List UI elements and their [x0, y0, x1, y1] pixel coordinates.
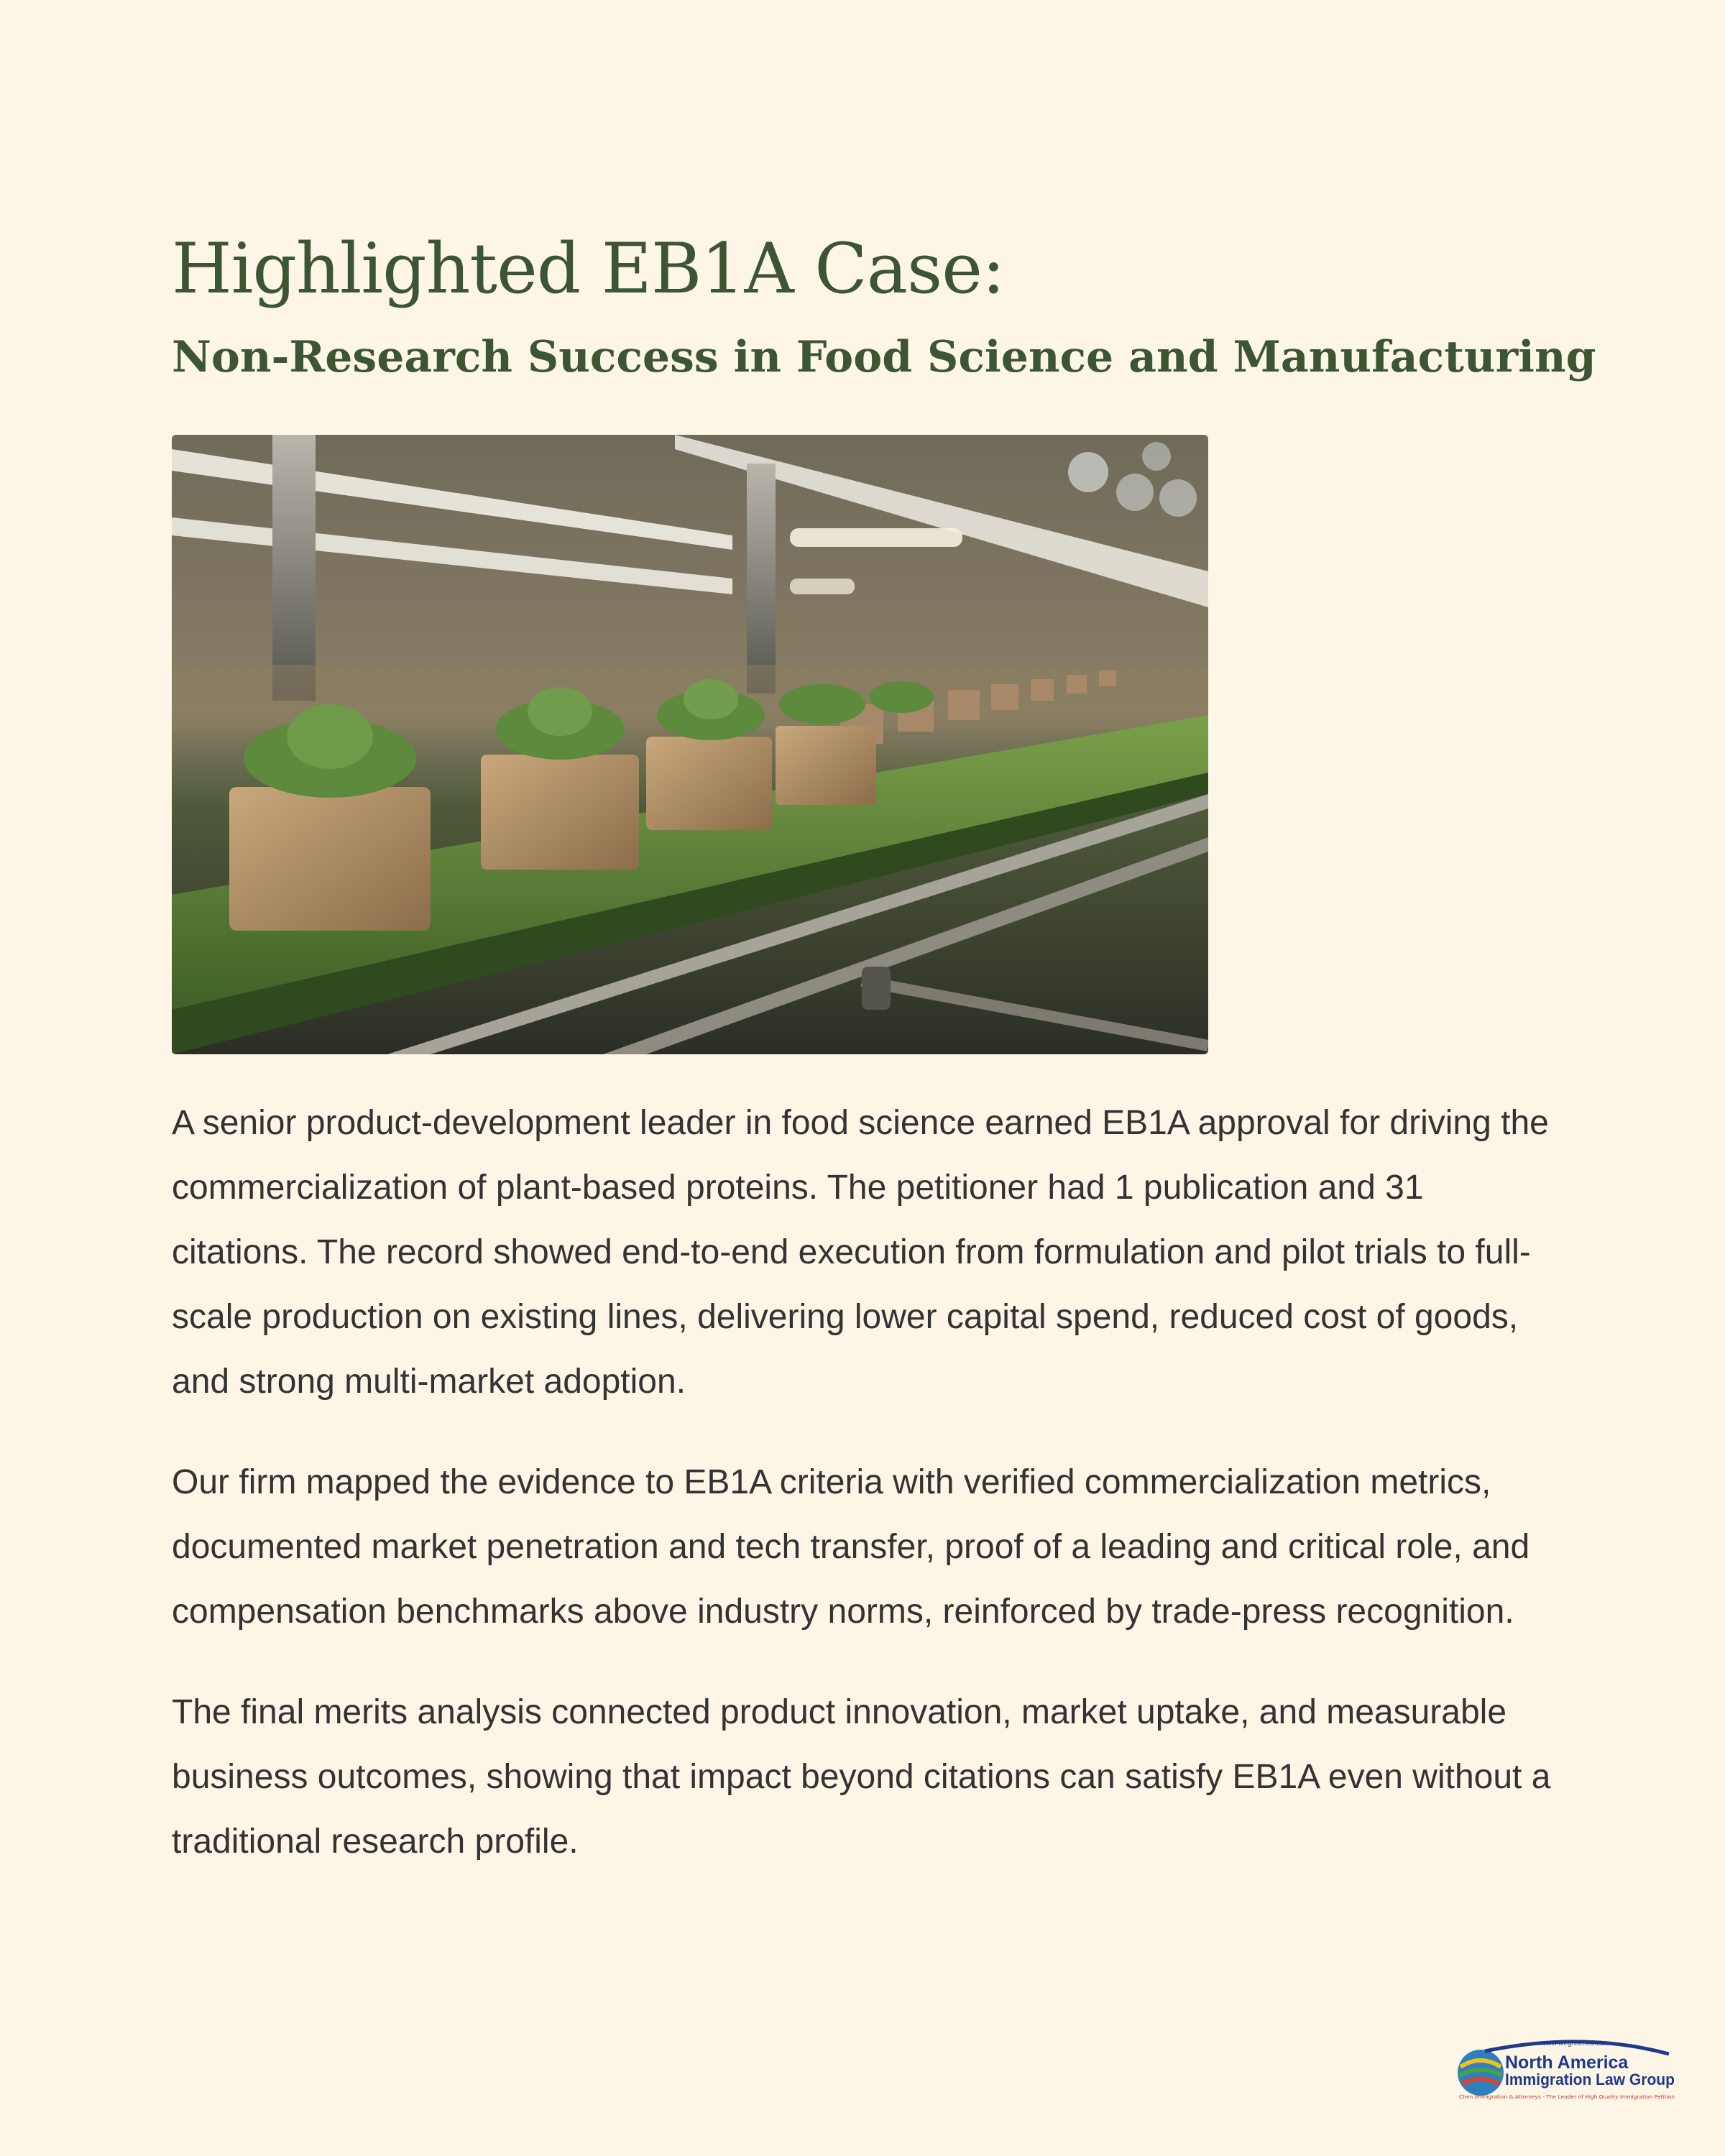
logo-line1: North America: [1505, 2053, 1629, 2073]
firm-logo[interactable]: [1453, 2032, 1680, 2104]
logo-tagline: Chen Immigration & Attorneys - The Leader of High Quality Immigration Petition: [1459, 2094, 1675, 2100]
production-line-image: [172, 435, 1208, 1054]
logo-url: www.wegreened.com: [1540, 2040, 1611, 2047]
paragraph-background: A senior product-development leader in food science earned EB1A approval for driving the commercialization of plant-based proteins. The petitioner had 1 publication and 31 citations. The record showed end-to-end execution from formulation and pilot trials to full-scale production on existing lines, delivering lower capital spend, reduced cost of goods, and strong multi-market adoption.: [172, 1104, 1549, 1401]
production-line-photo: [172, 435, 1208, 1054]
page-subtitle: Non-Research Success in Food Science and Manufacturing: [172, 332, 1596, 382]
logo-line2: Immigration Law Group: [1505, 2070, 1675, 2088]
paragraph-outcome: The final merits analysis connected product innovation, market uptake, and measurable business outcomes, showing that impact beyond citations can satisfy EB1A even without a traditional research profile.: [172, 1693, 1551, 1861]
page-title: Highlighted EB1A Case:: [172, 229, 1005, 309]
case-description: [172, 1091, 1552, 1910]
paragraph-strategy: Our firm mapped the evidence to EB1A criteria with verified commercialization metrics, documented market penetration and tech transfer, proof of a leading and critical role, and compensation benchmarks above industry norms, reinforced by trade-press recognition.: [172, 1463, 1530, 1631]
globe-logo-icon: [1453, 2032, 1680, 2104]
